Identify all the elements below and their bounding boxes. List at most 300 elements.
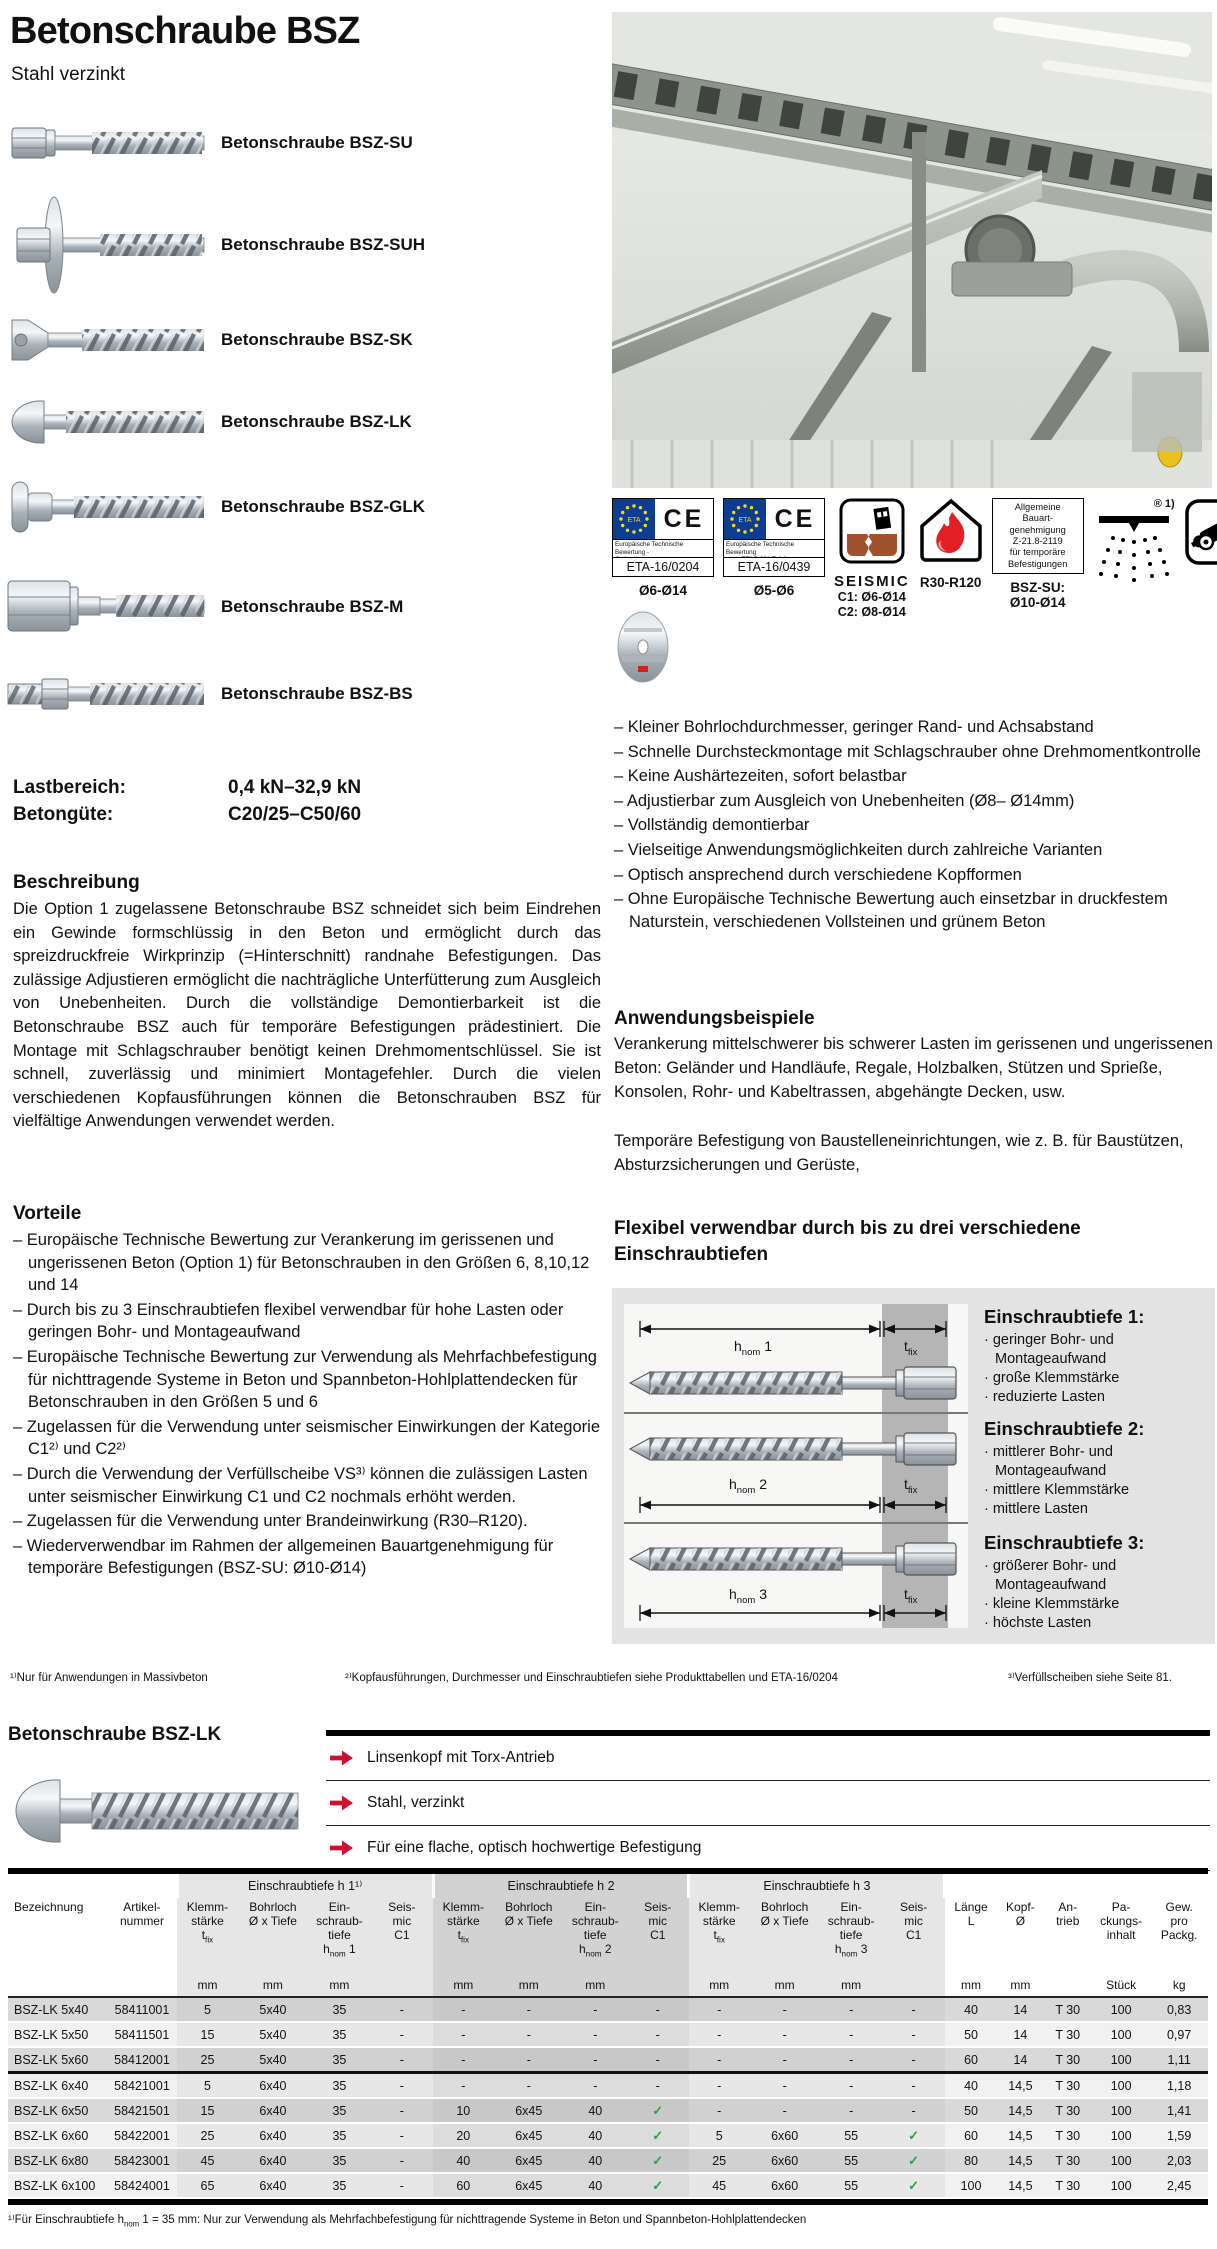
cell: BSZ-LK 6x40 <box>8 2073 107 2099</box>
table-row <box>8 1997 1208 2022</box>
cell: 60 <box>945 2047 997 2073</box>
cell: 100 <box>1092 2123 1150 2148</box>
cell: 45 <box>689 2173 749 2198</box>
column-header: Seis- mic C1 <box>371 1898 433 1974</box>
product-table <box>8 1874 1208 2199</box>
cell: 14,5 <box>997 2148 1043 2173</box>
column-header: Bohrloch Ø x Tiefe <box>238 1898 309 1974</box>
bsz-lk-large-image <box>6 1766 306 1856</box>
cell: 0,83 <box>1150 1997 1208 2022</box>
cell: ✓ <box>882 2148 944 2173</box>
cert-impact-driver <box>1184 498 1217 571</box>
cell: - <box>749 2073 820 2099</box>
cell: ✓ <box>882 2123 944 2148</box>
group-header: Einschraubtiefe h 2 <box>433 1874 689 1898</box>
cell: - <box>749 2098 820 2123</box>
cell: 58421501 <box>107 2098 178 2123</box>
certification-row <box>612 498 1217 620</box>
column-header: Klemm- stärke $t_{fix}$ <box>689 1898 749 1974</box>
applications-body1: Verankerung mittelschwerer bis schwerer Lasten im gerissenen und ungerissenen Beton: Geländer und Handläufe, Regale, Holzbalken, Stützen und Sprieße, Konsolen, Rohr- und Kabeltrassen, abgehängte Decken, usw. <box>614 1035 1213 1101</box>
depth1-bullets <box>984 1331 1209 1406</box>
cell: - <box>371 2123 433 2148</box>
cell: 5x40 <box>238 1997 309 2022</box>
cert-caption: Ø6-Ø14 <box>638 583 688 598</box>
red-arrow-icon <box>330 1750 353 1767</box>
cell: - <box>494 2047 565 2073</box>
unit-cell: mm <box>433 1974 493 1997</box>
diagram-panel <box>624 1304 968 1628</box>
cell: 14,5 <box>997 2073 1043 2099</box>
cell: - <box>820 2022 882 2047</box>
cell: - <box>627 2073 689 2099</box>
cell: - <box>371 2148 433 2173</box>
eta-number: ETA-16/0204 <box>626 560 700 574</box>
cell: - <box>371 2073 433 2099</box>
cell: T 30 <box>1044 2173 1092 2198</box>
spec-block <box>13 777 493 826</box>
feature-item: – Vollständig demontierbar <box>614 816 810 835</box>
unit-cell: mm <box>308 1974 370 1997</box>
cell: 10 <box>433 2098 493 2123</box>
hnom2-label: $h_{nom}$ 2 <box>729 1476 767 1496</box>
cell: BSZ-LK 6x60 <box>8 2123 107 2148</box>
cell: 14 <box>997 1997 1043 2022</box>
product-label: Betonschraube BSZ-SU <box>221 133 413 152</box>
depth1-title: Einschraubtiefe 1: <box>984 1306 1145 1327</box>
product-row-bsz-bs <box>4 656 413 732</box>
column-header: Seis- mic C1 <box>627 1898 689 1974</box>
cell: - <box>494 1997 565 2022</box>
cell: 6x45 <box>494 2148 565 2173</box>
page-subtitle: Stahl verzinkt <box>11 64 126 85</box>
cell: - <box>433 1997 493 2022</box>
cell: 2,45 <box>1150 2173 1208 2198</box>
cell: - <box>433 2047 493 2073</box>
cell: 6x60 <box>749 2173 820 2198</box>
cell: T 30 <box>1044 2073 1092 2099</box>
diagram-divider <box>624 1522 968 1524</box>
seismic-icon <box>839 498 905 564</box>
depth-bullet: · kleine Klemmstärke <box>984 1595 1120 1612</box>
cell: T 30 <box>1044 1997 1092 2022</box>
product-label: Betonschraube BSZ-GLK <box>221 497 426 516</box>
red-arrow-icon <box>330 1795 353 1812</box>
feature-row <box>326 1826 1210 1871</box>
cell: - <box>882 2073 944 2099</box>
cell: 100 <box>1092 2173 1150 2198</box>
cell: 58411501 <box>107 2022 178 2047</box>
cell: 5x40 <box>238 2047 309 2073</box>
unit-cell: mm <box>494 1974 565 1997</box>
column-header: Bohrloch Ø x Tiefe <box>749 1898 820 1974</box>
load-range-value: 0,4 kN–32,9 kN <box>228 777 362 798</box>
tfix-label: $t_{fix}$ <box>904 1586 918 1606</box>
cell: T 30 <box>1044 2123 1092 2148</box>
product-label: Betonschraube BSZ-M <box>221 597 404 616</box>
product-row-bsz-sk <box>4 304 413 376</box>
column-header: Klemm- stärke $t_{fix}$ <box>177 1898 237 1974</box>
group-header: Einschraubtiefe h 1¹⁾ <box>177 1874 433 1898</box>
feature-row <box>326 1781 1210 1826</box>
advantage-item: – Wiederverwendbar im Rahmen der allgemeinen Bauartgenehmigung für temporäre Befestigungen (BSZ-SU: Ø10-Ø14) <box>13 1536 554 1578</box>
tfix-label: $t_{fix}$ <box>904 1338 918 1358</box>
cell: 14,5 <box>997 2098 1043 2123</box>
product-row-bsz-suh <box>4 190 425 300</box>
cell: - <box>749 2022 820 2047</box>
cell: T 30 <box>1044 2098 1092 2123</box>
cell: T 30 <box>1044 2047 1092 2073</box>
bauart-text-box: Allgemeine Bauart- genehmigung Z-21.8-2119 für temporäre Befestigungen <box>992 498 1084 574</box>
cell: - <box>627 2022 689 2047</box>
cert-caption: R30-R120 <box>919 575 982 590</box>
depth-bullet: · geringer Bohr- und Montageaufwand <box>984 1332 1114 1367</box>
registered-sup: ® 1) <box>1153 498 1175 510</box>
depth-bullet: · mittlere Klemmstärke <box>984 1481 1130 1498</box>
depth-bullet: · höchste Lasten <box>984 1614 1092 1631</box>
cell: - <box>433 2022 493 2047</box>
cell: ✓ <box>627 2098 689 2123</box>
cell: - <box>820 2073 882 2099</box>
cell: 14 <box>997 2047 1043 2073</box>
cell: ✓ <box>627 2123 689 2148</box>
unit-cell: mm <box>564 1974 626 1997</box>
feature-item: – Vielseitige Anwendungsmöglichkeiten durch zahlreiche Varianten <box>614 840 1103 859</box>
table-row <box>8 2123 1208 2148</box>
cell: 58422001 <box>107 2123 178 2148</box>
cell: - <box>820 2047 882 2073</box>
cell: - <box>882 1997 944 2022</box>
unit-cell: mm <box>945 1974 997 1997</box>
tfix-dim-arrow <box>882 1604 950 1622</box>
table-footnote: ¹⁾Für Einschraubtiefe $h_{nom}$ 1 = 35 mm: Nur zur Verwendung als Mehrfachbefestigung für nichttragende Systeme in Beton und Spannbeton-Hohlplattendecken <box>8 2214 807 2229</box>
unit-cell: mm <box>177 1974 237 1997</box>
cert-seismic <box>834 498 910 620</box>
table-section <box>8 1868 1208 2228</box>
cell: - <box>820 2098 882 2123</box>
cell: - <box>627 1997 689 2022</box>
cell: - <box>564 2047 626 2073</box>
table-row <box>8 2148 1208 2173</box>
advantage-item: – Europäische Technische Bewertung zur Verwendung als Mehrfachbefestigung für nichttragende Systeme in Beton und Spannbeton-Hohlplattendecken für Betonschrauben in den Größen 5 und 6 <box>13 1347 597 1412</box>
cell: 6x40 <box>238 2173 309 2198</box>
product-row-bsz-lk <box>4 386 412 458</box>
column-header: Kopf- Ø <box>997 1898 1043 1974</box>
cell: 6x45 <box>494 2098 565 2123</box>
fire-icon <box>919 498 983 564</box>
seismic-label: SEISMIC <box>834 573 910 590</box>
cell: - <box>433 2073 493 2099</box>
cell: 40 <box>564 2148 626 2173</box>
feature-item: – Adjustierbar zum Ausgleich von Unebenheiten (Ø8– Ø14mm) <box>614 791 1075 810</box>
cell: ✓ <box>882 2173 944 2198</box>
unit-cell: mm <box>238 1974 309 1997</box>
feature-item: – Ohne Europäische Technische Bewertung auch einsetzbar in druckfestem Naturstein, verschiedenen Vollsteinen und grünem Beton <box>614 890 1168 931</box>
cell: 55 <box>820 2148 882 2173</box>
cell: 50 <box>945 2022 997 2047</box>
cell: 40 <box>945 2073 997 2099</box>
unit-cell <box>107 1974 178 1997</box>
advantage-item: – Durch die Verwendung der Verfüllscheibe VS³⁾ können die zulässigen Lasten unter seismischer Einwirkung C1 und C2 nochmals erhöht werden. <box>13 1464 588 1506</box>
cell: 58424001 <box>107 2173 178 2198</box>
cell: 2,03 <box>1150 2148 1208 2173</box>
cell: 35 <box>308 1997 370 2022</box>
cell: 100 <box>1092 2148 1150 2173</box>
ce-badge-icon <box>723 498 825 577</box>
cert-eta-0204 <box>612 498 714 599</box>
cell: 25 <box>177 2047 237 2073</box>
depth-bullet: · mittlere Lasten <box>984 1500 1088 1517</box>
description-body: Die Option 1 zugelassene Betonschraube BSZ schneidet sich beim Eindrehen ein Gewinde formschlüssig in den Beton und ermöglicht durch das spreizdruckfreie Wirkprinzip (=Hinterschnitt) randnahe Befestigungen. Das zulässige Adjustieren ermöglicht die nachträgliche Unterfütterung zum Ausgleich von Unebenheiten. Durch die vollständige Demontierbarkeit ist die Betonschraube BSZ auch für temporäre Befestigungen prädestiniert. Die Montage mit Schlagschrauber benötigt keinen Drehmomentschlüssel. Sie ist schnell, zuverlässig und minimiert Montagefehler. Durch die vielen verschiedenen Kopfausführungen können die Betonschrauben BSZ für vielfältige Anwendungen verwendet werden. <box>13 900 601 1131</box>
screw-image-bsz-bs <box>4 659 209 729</box>
cell: 100 <box>1092 2047 1150 2073</box>
cell: 50 <box>945 2098 997 2123</box>
unit-cell <box>371 1974 433 1997</box>
tfix-label: $t_{fix}$ <box>904 1476 918 1496</box>
cert-fire <box>919 498 983 591</box>
screw-image-bsz-sk <box>4 307 209 373</box>
cell: - <box>564 2073 626 2099</box>
cell: - <box>749 1997 820 2022</box>
red-arrow-icon <box>330 1840 353 1857</box>
cell: - <box>882 2022 944 2047</box>
cell: 25 <box>177 2123 237 2148</box>
ce-mark: CE <box>774 504 816 533</box>
table-row <box>8 2098 1208 2123</box>
advantage-item: – Durch bis zu 3 Einschraubtiefen flexibel verwendbar für hohe Lasten oder geringen Bohr- und Montageaufwand <box>13 1300 564 1342</box>
unit-cell <box>882 1974 944 1997</box>
cell: 40 <box>945 1997 997 2022</box>
applications-heading: Anwendungsbeispiele <box>614 1008 815 1029</box>
table-row <box>8 2047 1208 2073</box>
cell: - <box>689 2022 749 2047</box>
eu-stars-icon <box>613 499 655 539</box>
cell: 6x40 <box>238 2098 309 2123</box>
cell: 40 <box>433 2148 493 2173</box>
cell: 100 <box>945 2173 997 2198</box>
depth2-bullets <box>984 1443 1209 1518</box>
cell: - <box>371 2098 433 2123</box>
column-header: Pa- ckungs- inhalt <box>1092 1898 1150 1974</box>
product-label: Betonschraube BSZ-BS <box>221 684 413 703</box>
unit-cell: kg <box>1150 1974 1208 1997</box>
hnom1-label: $h_{nom}$ 1 <box>734 1338 772 1358</box>
tfix-dim-arrow <box>882 1496 950 1514</box>
cell: - <box>689 2098 749 2123</box>
depth3-info <box>984 1532 1209 1632</box>
depth-bullet: · reduzierte Lasten <box>984 1388 1105 1405</box>
cell: 35 <box>308 2148 370 2173</box>
ce-badge-icon <box>612 498 714 577</box>
advantage-item: – Europäische Technische Bewertung zur Verankerung im gerissenen und ungerissenen Beton (Option 1) für Betonschrauben in den Größen 6, 8,10,12 und 14 <box>13 1231 590 1295</box>
depth2-title: Einschraubtiefe 2: <box>984 1418 1145 1439</box>
cell: 80 <box>945 2148 997 2173</box>
cell: 6x45 <box>494 2173 565 2198</box>
cell: 35 <box>308 2173 370 2198</box>
unit-cell <box>8 1974 107 1997</box>
feature-item: – Keine Aushärtezeiten, sofort belastbar <box>614 767 907 786</box>
eu-stars-icon <box>724 499 766 539</box>
screw-image-bsz-glk <box>4 473 209 541</box>
features-list <box>614 716 1215 935</box>
unit-cell: mm <box>820 1974 882 1997</box>
cell: - <box>371 1997 433 2022</box>
depth3-bullets <box>984 1557 1209 1632</box>
cell: BSZ-LK 6x80 <box>8 2148 107 2173</box>
cell: 6x40 <box>238 2073 309 2099</box>
footnote-1: ¹⁾Nur für Anwendungen in Massivbeton <box>10 1672 208 1684</box>
feature-row <box>326 1736 1210 1781</box>
feature-text: Linsenkopf mit Torx-Antrieb <box>367 1749 555 1766</box>
cell: - <box>371 2047 433 2073</box>
badge-small-text: Europäische Technische Bewertung <box>724 540 824 558</box>
column-header: Artikel- nummer <box>107 1898 178 1974</box>
column-header: Ein- schraub- tiefe $h_{nom}$ 2 <box>564 1898 626 1974</box>
advantages-heading: Vorteile <box>13 1203 82 1224</box>
screw-image-bsz-m <box>4 565 209 649</box>
product-section-heading: Betonschraube BSZ-LK <box>8 1724 222 1745</box>
cell: 55 <box>820 2123 882 2148</box>
cell: - <box>627 2047 689 2073</box>
cell: ✓ <box>627 2173 689 2198</box>
cell: 100 <box>1092 2022 1150 2047</box>
cell: 65 <box>177 2173 237 2198</box>
cell: - <box>371 2022 433 2047</box>
advantages-list <box>13 1229 607 1582</box>
units-row <box>8 1974 1208 1997</box>
cell: - <box>882 2098 944 2123</box>
product-label: Betonschraube BSZ-LK <box>221 412 412 431</box>
cell: 35 <box>308 2047 370 2073</box>
cell: - <box>689 1997 749 2022</box>
feature-text: Für eine flache, optisch hochwertige Befestigung <box>367 1839 702 1856</box>
feature-text: Stahl, verzinkt <box>367 1794 465 1811</box>
svg-text:ETA: ETA <box>738 517 752 524</box>
depth-diagram <box>612 1288 1215 1644</box>
cell: 1,11 <box>1150 2047 1208 2073</box>
load-range-label: Lastbereich: <box>13 777 126 798</box>
hnom1-dim-arrow <box>638 1320 884 1338</box>
description-heading: Beschreibung <box>13 872 140 893</box>
product-row-bsz-glk <box>4 470 425 544</box>
cell: 15 <box>177 2022 237 2047</box>
eta-number: ETA-16/0439 <box>737 560 811 574</box>
cell: 40 <box>564 2098 626 2123</box>
column-header: Klemm- stärke $t_{fix}$ <box>433 1898 493 1974</box>
seismic-c2: C2: Ø8-Ø14 <box>837 605 906 619</box>
feature-item: – Kleiner Bohrlochdurchmesser, geringer Rand- und Achsabstand <box>614 718 1094 736</box>
footnote-2: ²⁾Kopfausführungen, Durchmesser und Einschraubtiefen siehe Produkttabellen und ETA-16/0204 <box>345 1672 838 1684</box>
cell: - <box>494 2073 565 2099</box>
cell: 14,5 <box>997 2173 1043 2198</box>
cell: - <box>689 2073 749 2099</box>
cell: 5x40 <box>238 2022 309 2047</box>
column-header: Ein- schraub- tiefe $h_{nom}$ 3 <box>820 1898 882 1974</box>
depth-bullet: · größerer Bohr- und Montageaufwand <box>984 1558 1117 1593</box>
applications-body2: Temporäre Befestigung von Baustelleneinrichtungen, wie z. B. für Baustützen, Absturzsicherungen und Gerüste, <box>614 1132 1184 1174</box>
column-header: An- trieb <box>1044 1898 1092 1974</box>
cell: - <box>371 2173 433 2198</box>
unit-cell <box>1044 1974 1092 1997</box>
screw-image-bsz-lk <box>4 389 209 455</box>
table-row <box>8 2073 1208 2099</box>
cell: BSZ-LK 6x50 <box>8 2098 107 2123</box>
table-bottom-bar <box>8 2199 1208 2205</box>
depth-bullet: · große Klemmstärke <box>984 1369 1120 1386</box>
unit-cell: Stück <box>1092 1974 1150 1997</box>
cell: - <box>564 2022 626 2047</box>
product-label: Betonschraube BSZ-SK <box>221 330 413 349</box>
screw-image-bsz-suh <box>4 193 209 297</box>
column-header-row <box>8 1898 1208 1974</box>
cell: 0,97 <box>1150 2022 1208 2047</box>
concrete-grade-value: C20/25–C50/60 <box>228 804 362 825</box>
depth3-title: Einschraubtiefe 3: <box>984 1532 1145 1553</box>
header-cell <box>8 1874 177 1898</box>
cell: 58421001 <box>107 2073 178 2099</box>
column-header: Bezeichnung <box>8 1898 107 1974</box>
cell: 6x45 <box>494 2123 565 2148</box>
column-header: Ein- schraub- tiefe $h_{nom}$ 1 <box>308 1898 370 1974</box>
cell: 6x60 <box>749 2148 820 2173</box>
product-label: Betonschraube BSZ-SUH <box>221 235 426 254</box>
cell: 100 <box>1092 2073 1150 2099</box>
column-header: Seis- mic C1 <box>882 1898 944 1974</box>
cell: 6x60 <box>749 2123 820 2148</box>
cell: 100 <box>1092 1997 1150 2022</box>
cell: 60 <box>945 2123 997 2148</box>
cell: 35 <box>308 2098 370 2123</box>
cell: BSZ-LK 6x100 <box>8 2173 107 2198</box>
cell: 5 <box>689 2123 749 2148</box>
cell: 58412001 <box>107 2047 178 2073</box>
cell: 40 <box>564 2123 626 2148</box>
cd-icon <box>616 610 670 689</box>
product-row-bsz-su <box>4 103 413 183</box>
cell: 100 <box>1092 2098 1150 2123</box>
cell: - <box>820 1997 882 2022</box>
cell: 15 <box>177 2098 237 2123</box>
table-row <box>8 2173 1208 2198</box>
cell: 6x40 <box>238 2123 309 2148</box>
cell: 45 <box>177 2148 237 2173</box>
unit-cell: mm <box>997 1974 1043 1997</box>
cell: BSZ-LK 5x50 <box>8 2022 107 2047</box>
cert-caption: Ø5-Ø6 <box>753 583 795 598</box>
cell: 14 <box>997 2022 1043 2047</box>
depth2-info <box>984 1418 1209 1518</box>
cell: BSZ-LK 5x60 <box>8 2047 107 2073</box>
unit-cell: mm <box>749 1974 820 1997</box>
product-row-bsz-m <box>4 562 403 652</box>
depth-bullet: · mittlerer Bohr- und Montageaufwand <box>984 1444 1113 1479</box>
cell: 58411001 <box>107 1997 178 2022</box>
column-header: Bohrloch Ø x Tiefe <box>494 1898 565 1974</box>
cert-sprinkler <box>1093 498 1175 591</box>
cell: 1,41 <box>1150 2098 1208 2123</box>
unit-cell <box>627 1974 689 1997</box>
screw-depth2-image <box>628 1426 964 1472</box>
cell: - <box>494 2022 565 2047</box>
cell: 55 <box>820 2173 882 2198</box>
group-header: Einschraubtiefe h 3 <box>689 1874 945 1898</box>
cell: 1,59 <box>1150 2123 1208 2148</box>
cell: 6x40 <box>238 2148 309 2173</box>
badge-small-text: Europäische Technische Bewertung - <box>613 540 713 558</box>
cell: 35 <box>308 2022 370 2047</box>
cell: 14,5 <box>997 2123 1043 2148</box>
cell: 58423001 <box>107 2148 178 2173</box>
svg-text:ETA: ETA <box>627 517 641 524</box>
